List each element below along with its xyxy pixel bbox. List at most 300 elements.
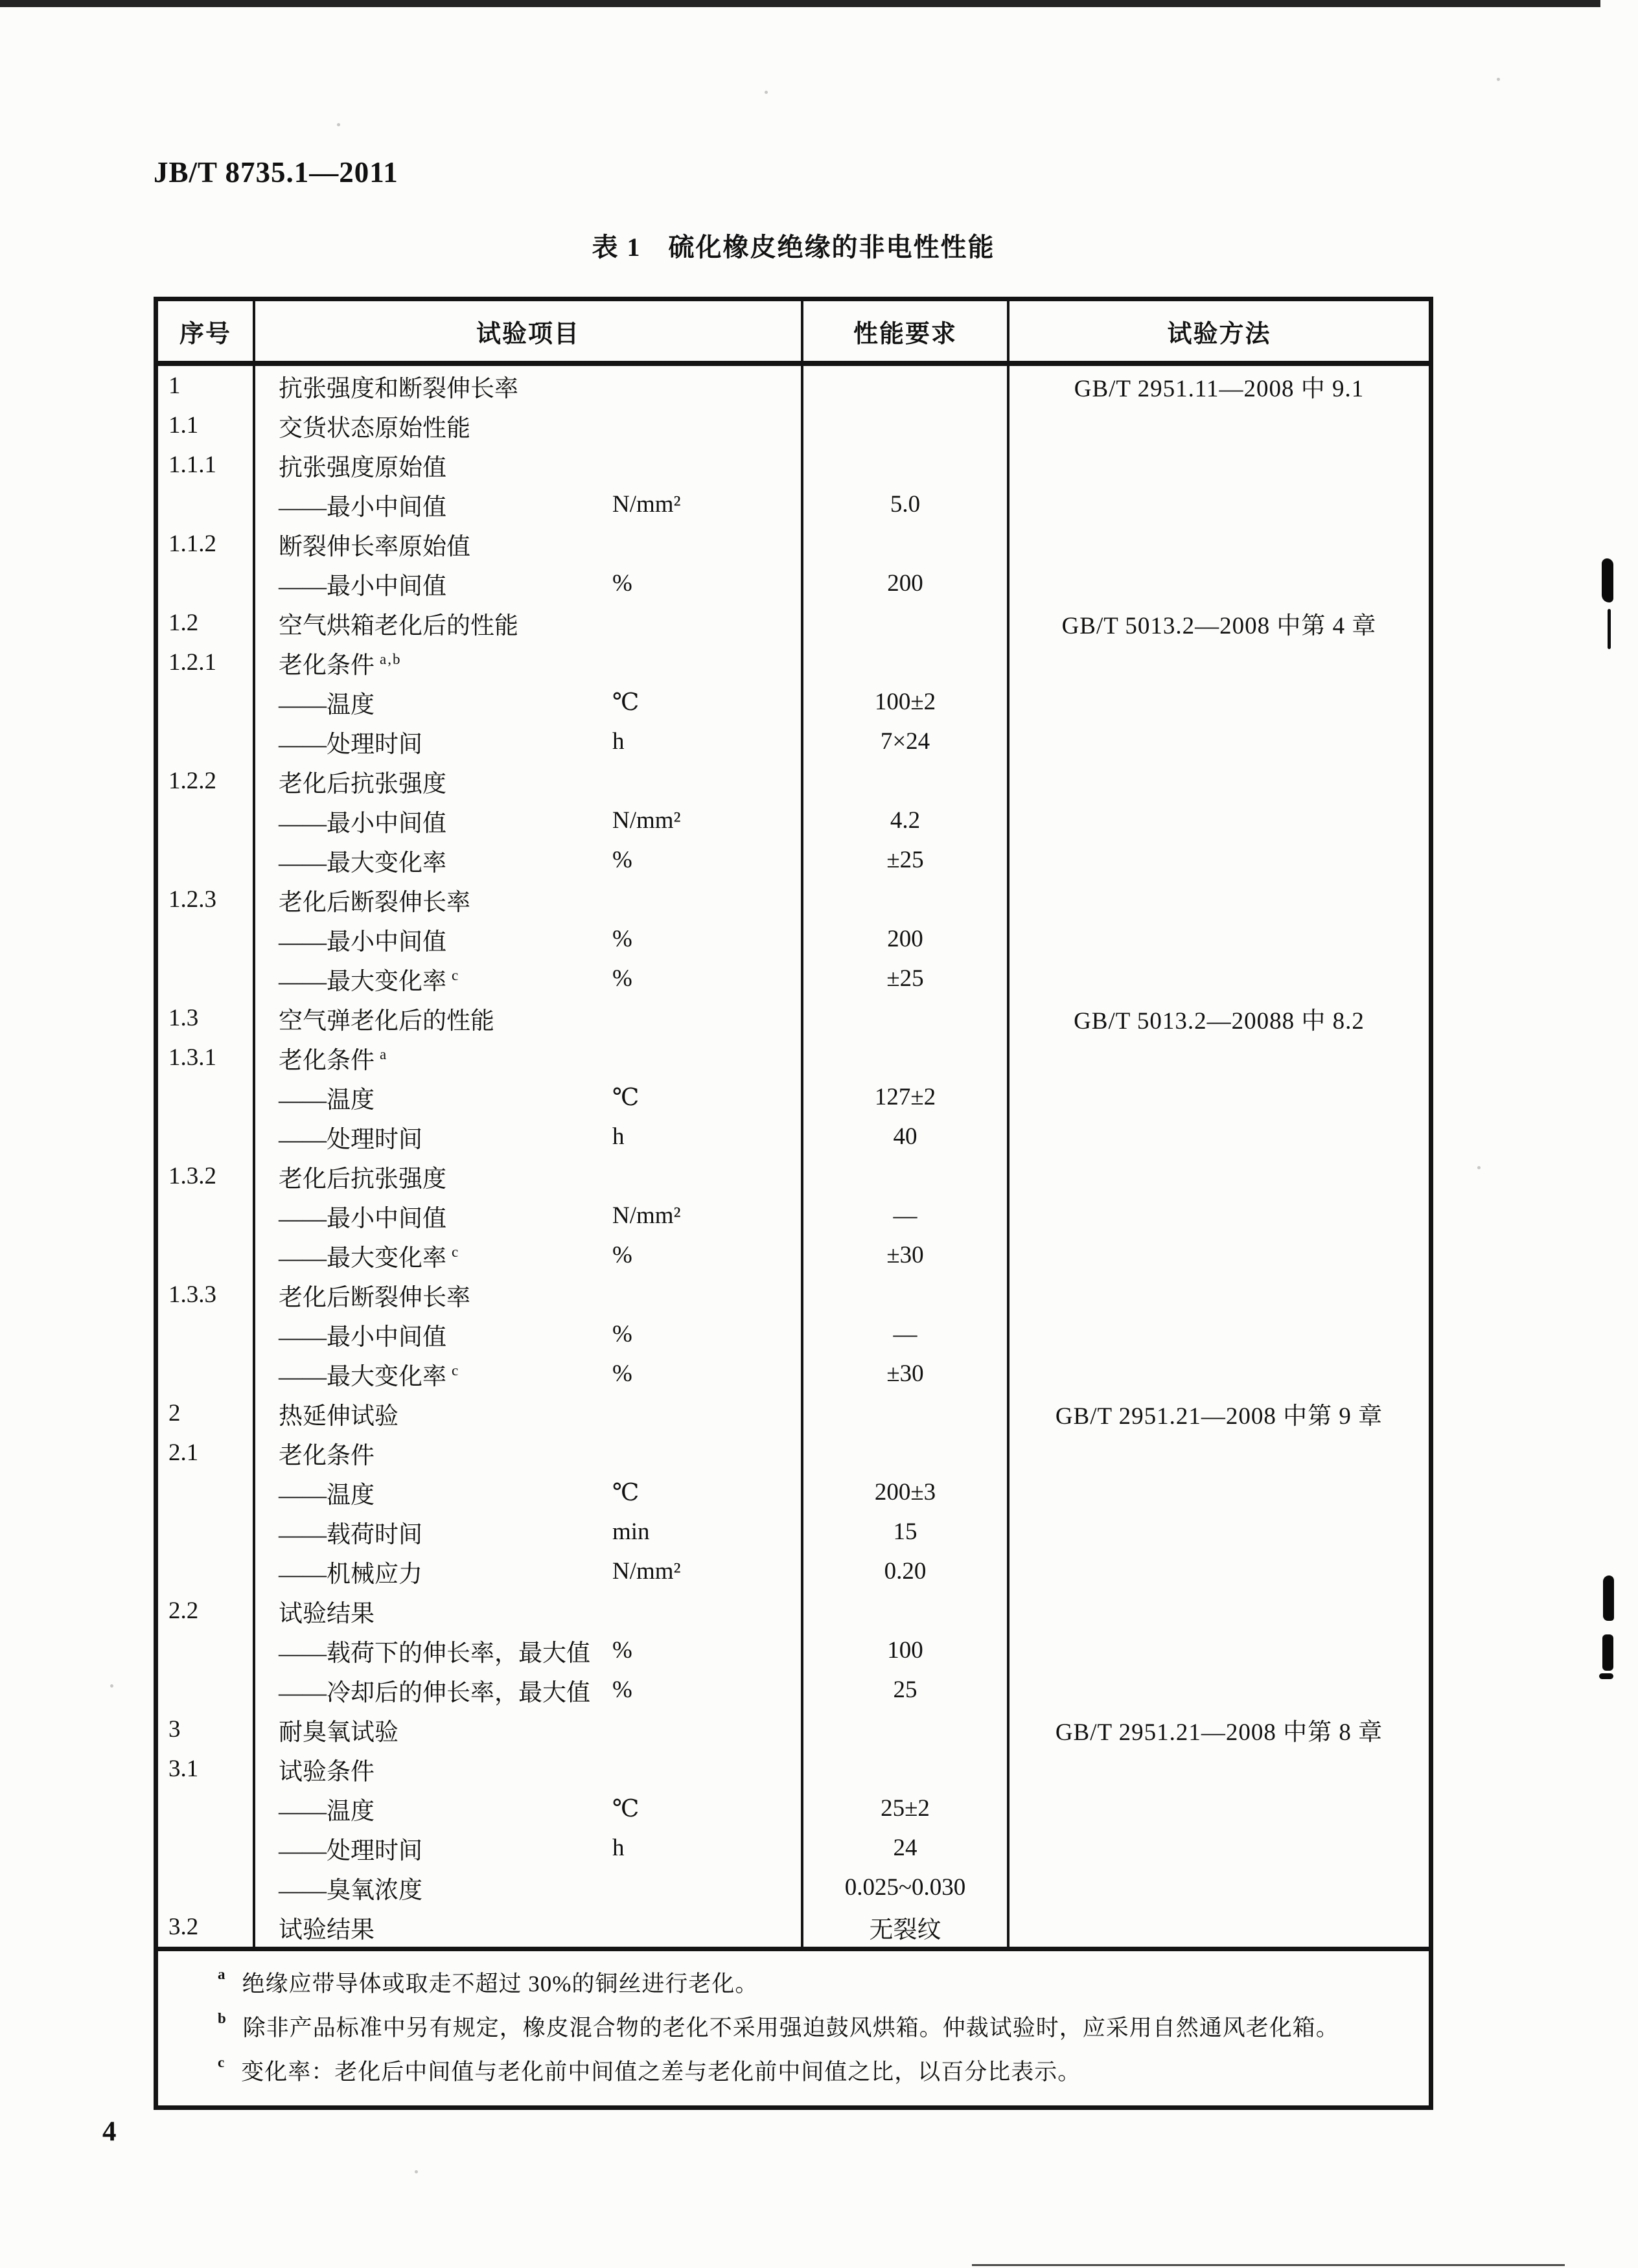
table-header-row	[158, 301, 1429, 366]
row-item-text: 空气弹老化后的性能	[279, 1007, 494, 1035]
row-seq-number: 1.3.2	[158, 1156, 255, 1196]
row-test-method	[1009, 1828, 1429, 1868]
row-item-text: ——最小中间值	[279, 573, 446, 600]
row-item-text: 老化条件	[279, 1442, 375, 1469]
row-seq-number: 1	[158, 366, 255, 406]
row-seq-number: 1.3	[158, 998, 255, 1038]
row-test-method: GB/T 5013.2—20088 中 8.2	[1074, 1007, 1365, 1035]
footnote-line	[158, 2048, 1403, 2092]
row-seq-number	[158, 840, 255, 880]
row-item-text: 抗张强度原始值	[279, 454, 446, 481]
row-item-text: ——温度	[279, 1798, 375, 1825]
row-requirement-value: 200	[803, 919, 1009, 959]
row-item-text: ——最大变化率	[279, 968, 446, 995]
row-test-method: GB/T 2951.21—2008 中第 8 章	[1055, 1719, 1383, 1746]
row-unit: %	[612, 570, 632, 597]
row-test-item	[255, 524, 803, 564]
row-item-main	[279, 606, 612, 641]
footnote-marker: a	[218, 1966, 225, 1982]
row-test-item	[255, 1907, 803, 1947]
row-test-method	[1009, 1670, 1429, 1710]
row-item-main	[279, 1317, 612, 1352]
table-row	[158, 1196, 1429, 1235]
row-test-method	[1009, 840, 1429, 880]
row-seq-number: 1.3.1	[158, 1038, 255, 1077]
row-seq-number: 1.2.2	[158, 761, 255, 801]
row-seq-number	[158, 919, 255, 959]
row-test-method	[1009, 564, 1429, 603]
row-requirement-value	[803, 366, 1009, 406]
row-item-main	[279, 1554, 612, 1589]
row-seq-number: 3	[158, 1710, 255, 1749]
row-test-method	[1009, 524, 1429, 564]
row-unit: min	[612, 1518, 650, 1545]
table-row	[158, 1077, 1429, 1117]
scan-speck	[337, 123, 340, 126]
row-requirement-value: —	[803, 1196, 1009, 1235]
row-test-method	[1009, 1789, 1429, 1828]
row-requirement-value: ±30	[803, 1354, 1009, 1393]
row-seq-number	[158, 1235, 255, 1275]
table-row	[158, 959, 1429, 998]
row-seq-number	[158, 682, 255, 722]
row-item-main	[279, 1159, 612, 1194]
table-row	[158, 1117, 1429, 1156]
row-item-text: ——最小中间值	[279, 1323, 446, 1351]
row-test-item	[255, 1433, 803, 1472]
row-item-text: ——处理时间	[279, 731, 422, 758]
row-test-method	[1009, 1907, 1429, 1947]
row-test-method	[1009, 1077, 1429, 1117]
footnote-marker: b	[218, 2010, 226, 2026]
scan-artifact-ink-mark	[1602, 558, 1613, 602]
row-test-item	[255, 1670, 803, 1710]
scan-speck	[415, 2170, 418, 2173]
row-requirement-value: 24	[803, 1828, 1009, 1868]
footnote-line	[158, 2004, 1403, 2048]
row-seq-number	[158, 564, 255, 603]
row-test-item	[255, 1156, 803, 1196]
row-item-main	[279, 645, 612, 680]
scan-speck	[765, 91, 768, 94]
row-item-text: ——臭氧浓度	[279, 1877, 422, 1904]
row-requirement-value	[803, 603, 1009, 643]
row-test-item	[255, 1117, 803, 1156]
table-row	[158, 919, 1429, 959]
doc-number: JB/T 8735.1—2011	[154, 156, 398, 189]
row-test-item	[255, 1235, 803, 1275]
row-requirement-value: 25	[803, 1670, 1009, 1710]
row-item-text: ——最小中间值	[279, 928, 446, 956]
row-test-method	[1009, 761, 1429, 801]
table-row	[158, 524, 1429, 564]
row-seq-number: 3.1	[158, 1749, 255, 1789]
row-test-item	[255, 1354, 803, 1393]
row-test-item	[255, 366, 803, 406]
row-seq-number: 1.1.2	[158, 524, 255, 564]
row-seq-number: 2	[158, 1393, 255, 1433]
column-header-test-method: 试验方法	[1167, 320, 1271, 348]
row-requirement-value	[803, 1038, 1009, 1077]
row-seq-number	[158, 1512, 255, 1552]
table-row	[158, 1710, 1429, 1749]
row-unit: ℃	[612, 689, 640, 716]
row-requirement-value: ±30	[803, 1235, 1009, 1275]
row-item-main	[279, 882, 612, 917]
row-item-main	[279, 922, 612, 957]
row-unit: N/mm²	[612, 491, 681, 518]
row-test-method	[1009, 643, 1429, 682]
row-seq-number	[158, 959, 255, 998]
row-item-text: ——冷却后的伸长率，最大值	[279, 1679, 590, 1706]
scan-artifact-top-bar	[0, 0, 1600, 7]
table-row	[158, 1552, 1429, 1591]
row-unit: h	[612, 1835, 625, 1861]
table-row	[158, 1472, 1429, 1512]
table-row	[158, 722, 1429, 761]
row-item-text: ——最小中间值	[279, 1205, 446, 1232]
table-row	[158, 998, 1429, 1038]
row-item-main	[279, 1040, 612, 1075]
row-requirement-value: 0.025~0.030	[803, 1868, 1009, 1907]
row-seq-number: 2.1	[158, 1433, 255, 1472]
row-requirement-value: —	[803, 1314, 1009, 1354]
row-test-method	[1009, 445, 1429, 485]
table-row	[158, 1631, 1429, 1670]
table-row	[158, 1749, 1429, 1789]
row-requirement-value	[803, 1275, 1009, 1314]
row-seq-number	[158, 1117, 255, 1156]
row-item-main	[279, 764, 612, 799]
row-seq-number: 3.2	[158, 1907, 255, 1947]
row-item-main	[279, 1910, 612, 1945]
table-row	[158, 406, 1429, 445]
row-test-item	[255, 1828, 803, 1868]
row-item-superscript: c	[452, 1362, 460, 1379]
row-unit: ℃	[612, 1479, 640, 1506]
row-requirement-value: 100	[803, 1631, 1009, 1670]
row-requirement-value: ±25	[803, 840, 1009, 880]
row-seq-number: 2.2	[158, 1591, 255, 1631]
row-test-item	[255, 1275, 803, 1314]
row-test-method	[1009, 1196, 1429, 1235]
row-seq-number: 1.1	[158, 406, 255, 445]
row-test-method	[1009, 1552, 1429, 1591]
table-row	[158, 1393, 1429, 1433]
row-seq-number: 1.2.1	[158, 643, 255, 682]
row-item-text: 老化条件	[279, 1047, 375, 1074]
row-item-text: ——载荷时间	[279, 1521, 422, 1548]
row-test-method	[1009, 406, 1429, 445]
row-test-item	[255, 919, 803, 959]
table-row	[158, 603, 1429, 643]
scan-speck	[1477, 1166, 1481, 1169]
row-test-method	[1009, 682, 1429, 722]
row-test-method	[1009, 880, 1429, 919]
row-test-method	[1009, 1156, 1429, 1196]
row-requirement-value: ±25	[803, 959, 1009, 998]
row-item-text: ——温度	[279, 1482, 375, 1509]
row-seq-number: 1.3.3	[158, 1275, 255, 1314]
row-seq-number: 1.1.1	[158, 445, 255, 485]
row-requirement-value	[803, 761, 1009, 801]
row-requirement-value: 15	[803, 1512, 1009, 1552]
scan-speck	[110, 1684, 113, 1688]
row-requirement-value: 25±2	[803, 1789, 1009, 1828]
row-item-text: 试验结果	[279, 1916, 375, 1943]
row-test-method	[1009, 1235, 1429, 1275]
row-requirement-value: 5.0	[803, 485, 1009, 524]
page-number: 4	[102, 2116, 117, 2147]
table-row	[158, 445, 1429, 485]
row-requirement-value: 200	[803, 564, 1009, 603]
row-item-text: 试验结果	[279, 1600, 375, 1627]
row-seq-number	[158, 1868, 255, 1907]
row-item-main	[279, 1594, 612, 1629]
row-test-item	[255, 564, 803, 603]
row-item-text: 老化后断裂伸长率	[279, 889, 470, 916]
row-requirement-value: 40	[803, 1117, 1009, 1156]
row-item-text: ——最小中间值	[279, 810, 446, 837]
row-test-item	[255, 761, 803, 801]
table-row	[158, 1789, 1429, 1828]
row-seq-number	[158, 1552, 255, 1591]
row-seq-number: 1.2	[158, 603, 255, 643]
row-item-text: ——最小中间值	[279, 494, 446, 521]
row-requirement-value	[803, 406, 1009, 445]
row-item-main	[279, 1870, 612, 1905]
row-requirement-value	[803, 880, 1009, 919]
row-seq-number	[158, 485, 255, 524]
scan-artifact-ink-mark	[1599, 1673, 1613, 1679]
table-row	[158, 1591, 1429, 1631]
table-row	[158, 1868, 1429, 1907]
row-item-text: ——温度	[279, 1086, 375, 1114]
properties-table	[154, 297, 1433, 2110]
table-row	[158, 682, 1429, 722]
table-row	[158, 643, 1429, 682]
row-test-method: GB/T 5013.2—2008 中第 4 章	[1061, 612, 1377, 639]
row-requirement-value	[803, 445, 1009, 485]
row-requirement-value: 100±2	[803, 682, 1009, 722]
row-test-item	[255, 1512, 803, 1552]
row-test-item	[255, 801, 803, 840]
row-test-item	[255, 722, 803, 761]
row-test-item	[255, 445, 803, 485]
table-row	[158, 366, 1429, 406]
row-seq-number	[158, 1828, 255, 1868]
row-item-main	[279, 1515, 612, 1550]
row-item-text: 老化条件	[279, 652, 375, 679]
footnote-line	[158, 1960, 1403, 2004]
footnote-marker: c	[218, 2054, 225, 2070]
row-item-main	[279, 1119, 612, 1154]
row-seq-number	[158, 1196, 255, 1235]
row-unit: N/mm²	[612, 1202, 681, 1229]
row-test-item	[255, 485, 803, 524]
table-row	[158, 1512, 1429, 1552]
row-test-method	[1009, 919, 1429, 959]
row-item-text: 抗张强度和断裂伸长率	[279, 375, 518, 402]
row-item-text: ——温度	[279, 691, 375, 718]
row-item-superscript: a,b	[380, 651, 402, 668]
row-seq-number: 1.2.3	[158, 880, 255, 919]
row-item-main	[279, 448, 612, 483]
row-requirement-value: 200±3	[803, 1472, 1009, 1512]
row-item-main	[279, 843, 612, 878]
row-test-item	[255, 1591, 803, 1631]
row-test-method	[1009, 959, 1429, 998]
row-test-item	[255, 643, 803, 682]
row-item-text: ——载荷下的伸长率，最大值	[279, 1640, 590, 1667]
row-item-main	[279, 1357, 612, 1392]
row-unit: %	[612, 1242, 632, 1268]
row-item-text: 热延伸试验	[279, 1403, 398, 1430]
row-item-text: ——最大变化率	[279, 1244, 446, 1272]
row-test-item	[255, 1868, 803, 1907]
table-title: 表 1 硫化橡皮绝缘的非电性性能	[592, 233, 995, 262]
row-unit: ℃	[612, 1084, 640, 1111]
row-item-main	[279, 1396, 612, 1431]
row-item-text: 空气烘箱老化后的性能	[279, 612, 518, 639]
row-seq-number	[158, 1631, 255, 1670]
row-test-method	[1009, 1512, 1429, 1552]
row-requirement-value: 无裂纹	[803, 1907, 1009, 1947]
table-row	[158, 1907, 1429, 1947]
row-item-main	[279, 1712, 612, 1747]
table-row	[158, 1314, 1429, 1354]
column-header-requirement: 性能要求	[803, 301, 1009, 361]
row-requirement-value	[803, 1749, 1009, 1789]
row-requirement-value	[803, 1591, 1009, 1631]
row-item-main	[279, 724, 612, 759]
row-test-item	[255, 1038, 803, 1077]
row-requirement-value: 127±2	[803, 1077, 1009, 1117]
table-row	[158, 1275, 1429, 1314]
row-item-main	[279, 369, 612, 404]
row-test-method	[1009, 722, 1429, 761]
row-seq-number	[158, 1670, 255, 1710]
row-requirement-value	[803, 998, 1009, 1038]
table-body	[158, 366, 1429, 1947]
row-test-item	[255, 1749, 803, 1789]
table-footnotes	[158, 1947, 1429, 2105]
table-row	[158, 1433, 1429, 1472]
scan-artifact-bottom-line	[972, 2264, 1565, 2266]
row-test-method	[1009, 1868, 1429, 1907]
footnote-text: 除非产品标准中另有规定，橡皮混合物的老化不采用强迫鼓风烘箱。仲裁试验时，应采用自然通风老化箱。	[242, 2015, 1339, 2041]
row-test-item	[255, 1710, 803, 1749]
table-row	[158, 1828, 1429, 1868]
row-item-superscript: c	[452, 967, 460, 984]
row-test-item	[255, 998, 803, 1038]
row-item-text: 老化后抗张强度	[279, 770, 446, 797]
row-unit: %	[612, 1677, 632, 1703]
row-test-method	[1009, 801, 1429, 840]
row-item-main	[279, 1831, 612, 1866]
row-item-main	[279, 1633, 612, 1668]
table-row	[158, 1038, 1429, 1077]
row-item-main	[279, 961, 612, 996]
row-seq-number	[158, 1077, 255, 1117]
row-unit: %	[612, 1321, 632, 1347]
row-test-method	[1009, 1038, 1429, 1077]
row-test-item	[255, 1472, 803, 1512]
row-item-main	[279, 1277, 612, 1312]
column-header-seq: 序号	[158, 301, 255, 361]
row-test-item	[255, 682, 803, 722]
row-test-method	[1009, 1433, 1429, 1472]
footnote-text: 变化率：老化后中间值与老化前中间值之差与老化前中间值之比，以百分比表示。	[241, 2059, 1081, 2085]
row-test-item	[255, 1314, 803, 1354]
row-item-main	[279, 1475, 612, 1510]
row-seq-number	[158, 1314, 255, 1354]
row-unit: ℃	[612, 1795, 640, 1822]
row-item-text: 老化后抗张强度	[279, 1165, 446, 1193]
scan-artifact-ink-mark	[1608, 609, 1611, 649]
column-header-test-item: 试验项目	[255, 301, 803, 361]
row-item-text: 耐臭氧试验	[279, 1719, 398, 1746]
row-item-main	[279, 1436, 612, 1471]
row-item-main	[279, 1673, 612, 1708]
row-test-method	[1009, 1314, 1429, 1354]
row-item-text: 断裂伸长率原始值	[279, 533, 470, 560]
row-test-item	[255, 880, 803, 919]
row-item-main	[279, 803, 612, 838]
row-item-text: 交货状态原始性能	[279, 415, 470, 442]
row-test-item	[255, 1631, 803, 1670]
row-item-main	[279, 408, 612, 443]
row-item-text: ——最大变化率	[279, 1363, 446, 1390]
table-row	[158, 564, 1429, 603]
row-item-main	[279, 1001, 612, 1036]
row-test-method: GB/T 2951.21—2008 中第 9 章	[1055, 1403, 1383, 1430]
row-seq-number	[158, 1354, 255, 1393]
row-test-method	[1009, 1275, 1429, 1314]
row-test-item	[255, 1789, 803, 1828]
footnote-text: 绝缘应带导体或取走不超过 30%的铜丝进行老化。	[242, 1971, 759, 1997]
row-test-method	[1009, 1472, 1429, 1512]
row-test-method	[1009, 1749, 1429, 1789]
row-test-item	[255, 959, 803, 998]
table-row	[158, 761, 1429, 801]
table-row	[158, 801, 1429, 840]
scan-artifact-ink-mark	[1603, 1575, 1614, 1621]
row-item-main	[279, 685, 612, 720]
row-requirement-value	[803, 1433, 1009, 1472]
row-item-main	[279, 487, 612, 522]
table-row	[158, 840, 1429, 880]
row-item-superscript: c	[452, 1244, 460, 1261]
row-item-main	[279, 527, 612, 562]
table-row	[158, 880, 1429, 919]
row-test-method	[1009, 485, 1429, 524]
row-item-superscript: a	[380, 1046, 388, 1063]
row-test-item	[255, 840, 803, 880]
row-unit: %	[612, 965, 632, 992]
scan-artifact-ink-mark	[1602, 1634, 1613, 1671]
row-seq-number	[158, 722, 255, 761]
row-test-item	[255, 603, 803, 643]
row-item-main	[279, 1080, 612, 1115]
scan-speck	[1497, 78, 1500, 81]
row-item-text: ——机械应力	[279, 1561, 422, 1588]
row-seq-number	[158, 1472, 255, 1512]
table-row	[158, 1235, 1429, 1275]
row-test-method	[1009, 1354, 1429, 1393]
row-requirement-value	[803, 1710, 1009, 1749]
row-test-method	[1009, 1591, 1429, 1631]
